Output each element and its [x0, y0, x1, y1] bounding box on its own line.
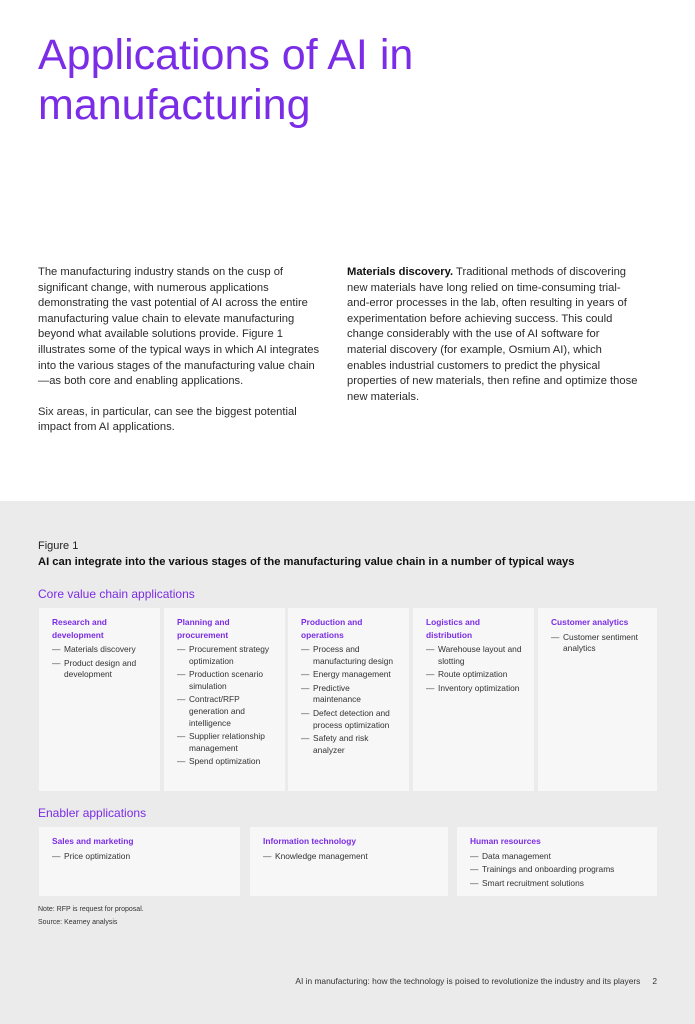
figure-note: Note: RFP is request for proposal. — [38, 906, 144, 913]
list-item: — Predictive maintenance — [301, 683, 397, 706]
card-heading: Planning and procurement — [177, 617, 230, 640]
enabler-card-it — [250, 827, 448, 896]
list-item: — Procurement strategy optimization — [177, 644, 273, 667]
intro-paragraph: The manufacturing industry stands on the cusp of significant change, with numerous applications demonstrating the vast potential of AI across the entire manufacturing value chain to elevate manufacturing beyond what available solutions provide. Figure 1 illustrates some of the typical ways in which AI integrates into the various stages of the manufacturing value chain—as both core and enabling applications. — [38, 266, 320, 388]
list-item: — Smart recruitment solutions — [470, 878, 645, 890]
page-title: Applications of AI in manufacturing — [38, 31, 414, 129]
intro-paragraph-2: Six areas, in particular, can see the biggest potential impact from AI applications. — [38, 405, 297, 434]
list-item: — Defect detection and process optimization — [301, 708, 397, 731]
core-card-customer — [538, 608, 657, 791]
card-heading: Research and development — [52, 617, 107, 640]
card-heading: Logistics and distribution — [426, 617, 480, 640]
intro-column-left — [38, 265, 324, 451]
list-item: — Knowledge management — [263, 851, 436, 863]
card-heading: Sales and marketing — [52, 836, 134, 846]
enabler-card-sales — [39, 827, 240, 896]
list-item: — Customer sentiment analytics — [551, 632, 645, 655]
enabler-section-title: Enabler applications — [38, 806, 147, 820]
core-card-production — [288, 608, 409, 791]
materials-text: Traditional methods of discovering new materials have long relied on time-consuming trial-and-error processes in the lab, often resulting in years of experimentation before achieving success. This could change considerably with the use of AI software for material discovery (for example, Osmium AI), which enables industrial customers to predict the physical properties of new materials, then refine and optimize those new materials. — [347, 266, 638, 403]
list-item: — Safety and risk analyzer — [301, 733, 397, 756]
core-card-logistics — [413, 608, 534, 791]
materials-paragraph — [347, 265, 639, 405]
materials-heading: Materials discovery. — [347, 266, 454, 278]
page-number: 2 — [652, 976, 657, 986]
list-item: — Process and manufacturing design — [301, 644, 397, 667]
figure-source: Source: Kearney analysis — [38, 918, 118, 926]
list-item: — Supplier relationship management — [177, 731, 273, 754]
list-item: — Production scenario simulation — [177, 669, 273, 692]
card-heading: Information technology — [263, 836, 357, 846]
card-heading: Customer analytics — [551, 617, 629, 627]
card-heading: Production and operations — [301, 617, 363, 640]
list-item: — Route optimization — [426, 669, 522, 681]
list-item: — Product design and development — [52, 658, 148, 681]
list-item: — Price optimization — [52, 851, 228, 863]
figure-label: Figure 1 — [38, 540, 79, 552]
core-card-research — [39, 608, 160, 791]
figure-notes — [38, 904, 144, 929]
list-item: — Energy management — [301, 669, 397, 681]
card-heading: Human resources — [470, 836, 541, 846]
intro-column-right — [347, 265, 639, 420]
footer-text: AI in manufacturing: how the technology is poised to revolutionize the industry and its players — [295, 976, 641, 986]
enabler-card-hr — [457, 827, 657, 896]
list-item: — Trainings and onboarding programs — [470, 864, 645, 876]
list-item: — Contract/RFP generation and intelligence — [177, 694, 273, 729]
list-item: — Inventory optimization — [426, 683, 522, 695]
list-item: — Materials discovery — [52, 644, 148, 656]
list-item: — Warehouse layout and slotting — [426, 644, 522, 667]
list-item: — Spend optimization — [177, 756, 273, 768]
list-item: — Data management — [470, 851, 645, 863]
page-footer — [295, 976, 657, 986]
figure-title: AI can integrate into the various stages of the manufacturing value chain in a number of typical ways — [38, 556, 575, 568]
core-card-planning — [164, 608, 285, 791]
core-section-title: Core value chain applications — [38, 587, 195, 601]
